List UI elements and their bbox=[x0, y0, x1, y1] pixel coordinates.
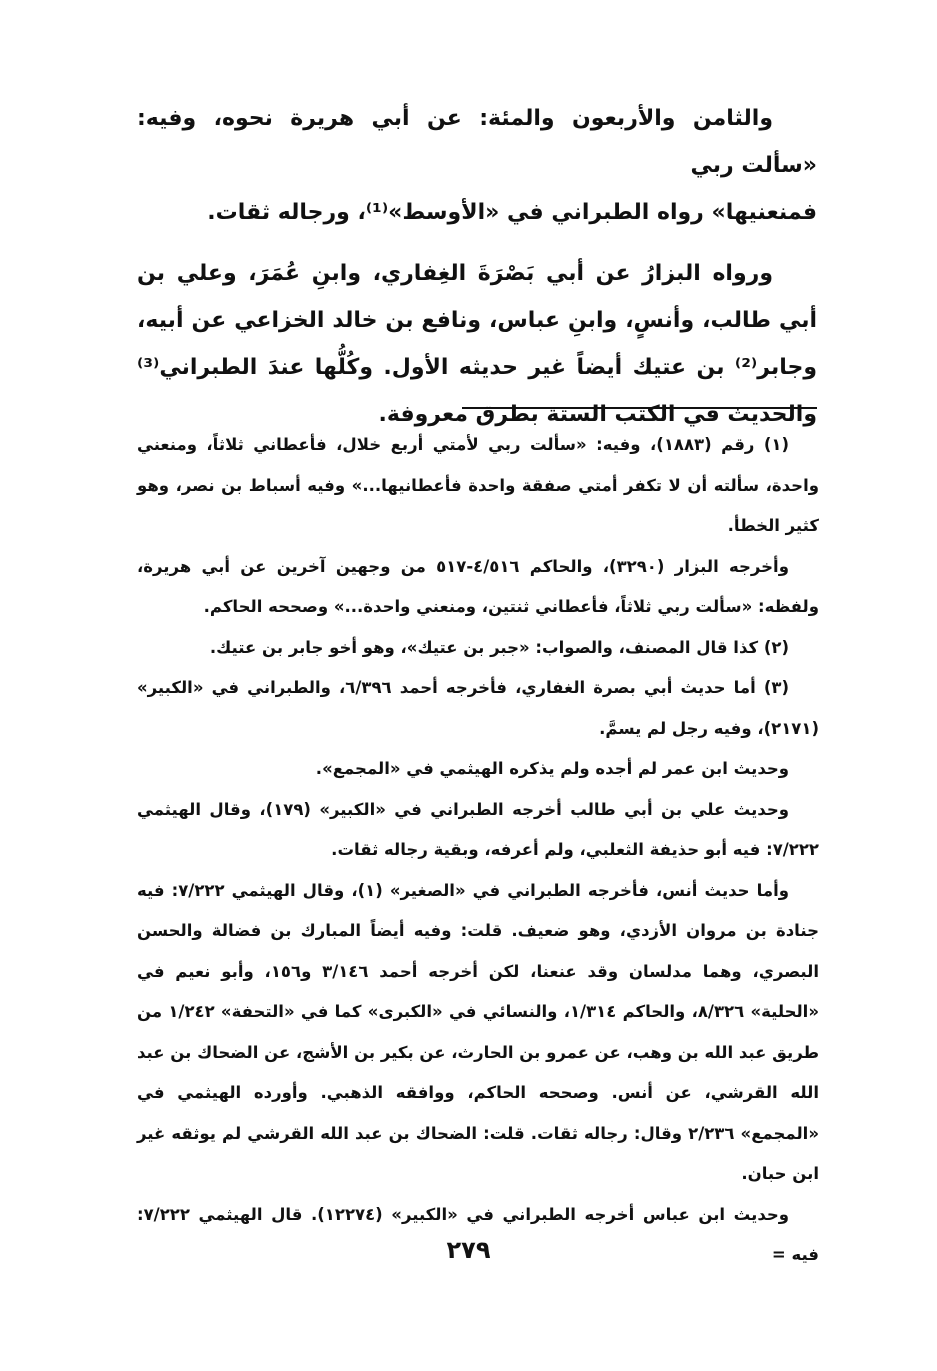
main-paragraph-1-line-1: والثامن والأربعون والمئة: عن أبي هريرة نحوه، وفيه: «سألت ربي bbox=[137, 106, 817, 178]
footnote-2: (٢) كذا قال المصنف، والصواب: «جبر بن عتيك»، وهو أخو جابر بن عتيك. bbox=[209, 637, 789, 657]
footnote-1-continued: وأخرجه البزار (٣٢٩٠)، والحاكم ٤/٥١٦-٥١٧ من وجهين آخرين عن أبي هريرة، ولفظه: «سألت ربي ثلاثاً، فأعطاني ثنتين، ومنعني واحدة...» وصححه الحاكم. bbox=[137, 556, 819, 616]
footnote-1: (١) رقم (١٨٨٣)، وفيه: «سألت ربي لأمتي أربع خلال، فأعطاني ثلاثاً، ومنعني واحدة، سألته أن لا تكفر أمتي صفقة واحدة فأعطانيها...» وفيه أسباط بن نصر، وهو كثير الخطأ. bbox=[137, 435, 819, 535]
main-paragraph-2: ورواه البزارُ عن أبي بَصْرَةَ الغِفاري، وابنِ عُمَرَ، وعلي بن أبي طالب، وأنسٍ، وابنِ عباس، ونافع بن خالد الخزاعي عن أبيه، وجابر⁽²⁾ بن عتيك أيضاً غير حديثه الأول. وكُلُّها عندَ الطبراني⁽³⁾ والحديث في الكتب الستة بطرق معروفة. bbox=[137, 261, 817, 427]
page-number: ٢٧٩ bbox=[446, 1236, 491, 1264]
footnote-3: (٣) أما حديث أبي بصرة الغفاري، فأخرجه أحمد ٦/٣٩٦، والطبراني في «الكبير» (٢١٧١)، وفيه رجل لم يسمَّ. bbox=[137, 678, 819, 738]
main-paragraph-1-line-2: فمنعنيها» رواه الطبراني في «الأوسط»⁽¹⁾، ورجاله ثقات. bbox=[207, 200, 817, 225]
footnote-3-ali: وحديث علي بن أبي طالب أخرجه الطبراني في «الكبير» (١٧٩)، وقال الهيثمي ٧/٢٢٢: فيه أبو حذيفة الثعلبي، ولم أعرفه، وبقية رجاله ثقات. bbox=[137, 799, 819, 859]
footnotes bbox=[137, 425, 819, 1276]
footnote-3-ibn-umar: وحديث ابن عمر لم أجده ولم يذكره الهيثمي في «المجمع». bbox=[315, 759, 789, 778]
footnote-separator bbox=[462, 407, 817, 409]
main-text bbox=[137, 95, 817, 438]
footnote-3-anas: وأما حديث أنس، فأخرجه الطبراني في «الصغير» (١)، وقال الهيثمي ٧/٢٢٢: فيه جنادة بن مروان الأزدي، وهو ضعيف. قلت: وفيه أيضاً المبارك بن فضالة والحسن البصري، وهما مدلسان وقد عنعنا، لكن أخرجه أحمد ٣/١٤٦ و١٥٦، وأبو نعيم في «الحلية» ٨/٣٢٦، والحاكم ١/٣١٤، والنسائي في «الكبرى» كما في «التحفة» ١/٢٤٢ من طريق عبد الله بن وهب، عن عمرو بن الحارث، عن بكير بن الأشج، عن الضحاك بن عبد الله القرشي، عن أنس. وصححه الحاكم، ووافقه الذهبي. وأورده الهيثمي في «المجمع» ٢/٢٣٦ وقال: رجاله ثقات. قلت: الضحاك بن عبد الله القرشي لم يوثقه غير ابن حبان. bbox=[137, 880, 819, 1183]
footnote-3-ibn-abbas: وحديث ابن عباس أخرجه الطبراني في «الكبير» (١٢٢٧٤). قال الهيثمي ٧/٢٢٢: فيه = bbox=[137, 1204, 819, 1264]
